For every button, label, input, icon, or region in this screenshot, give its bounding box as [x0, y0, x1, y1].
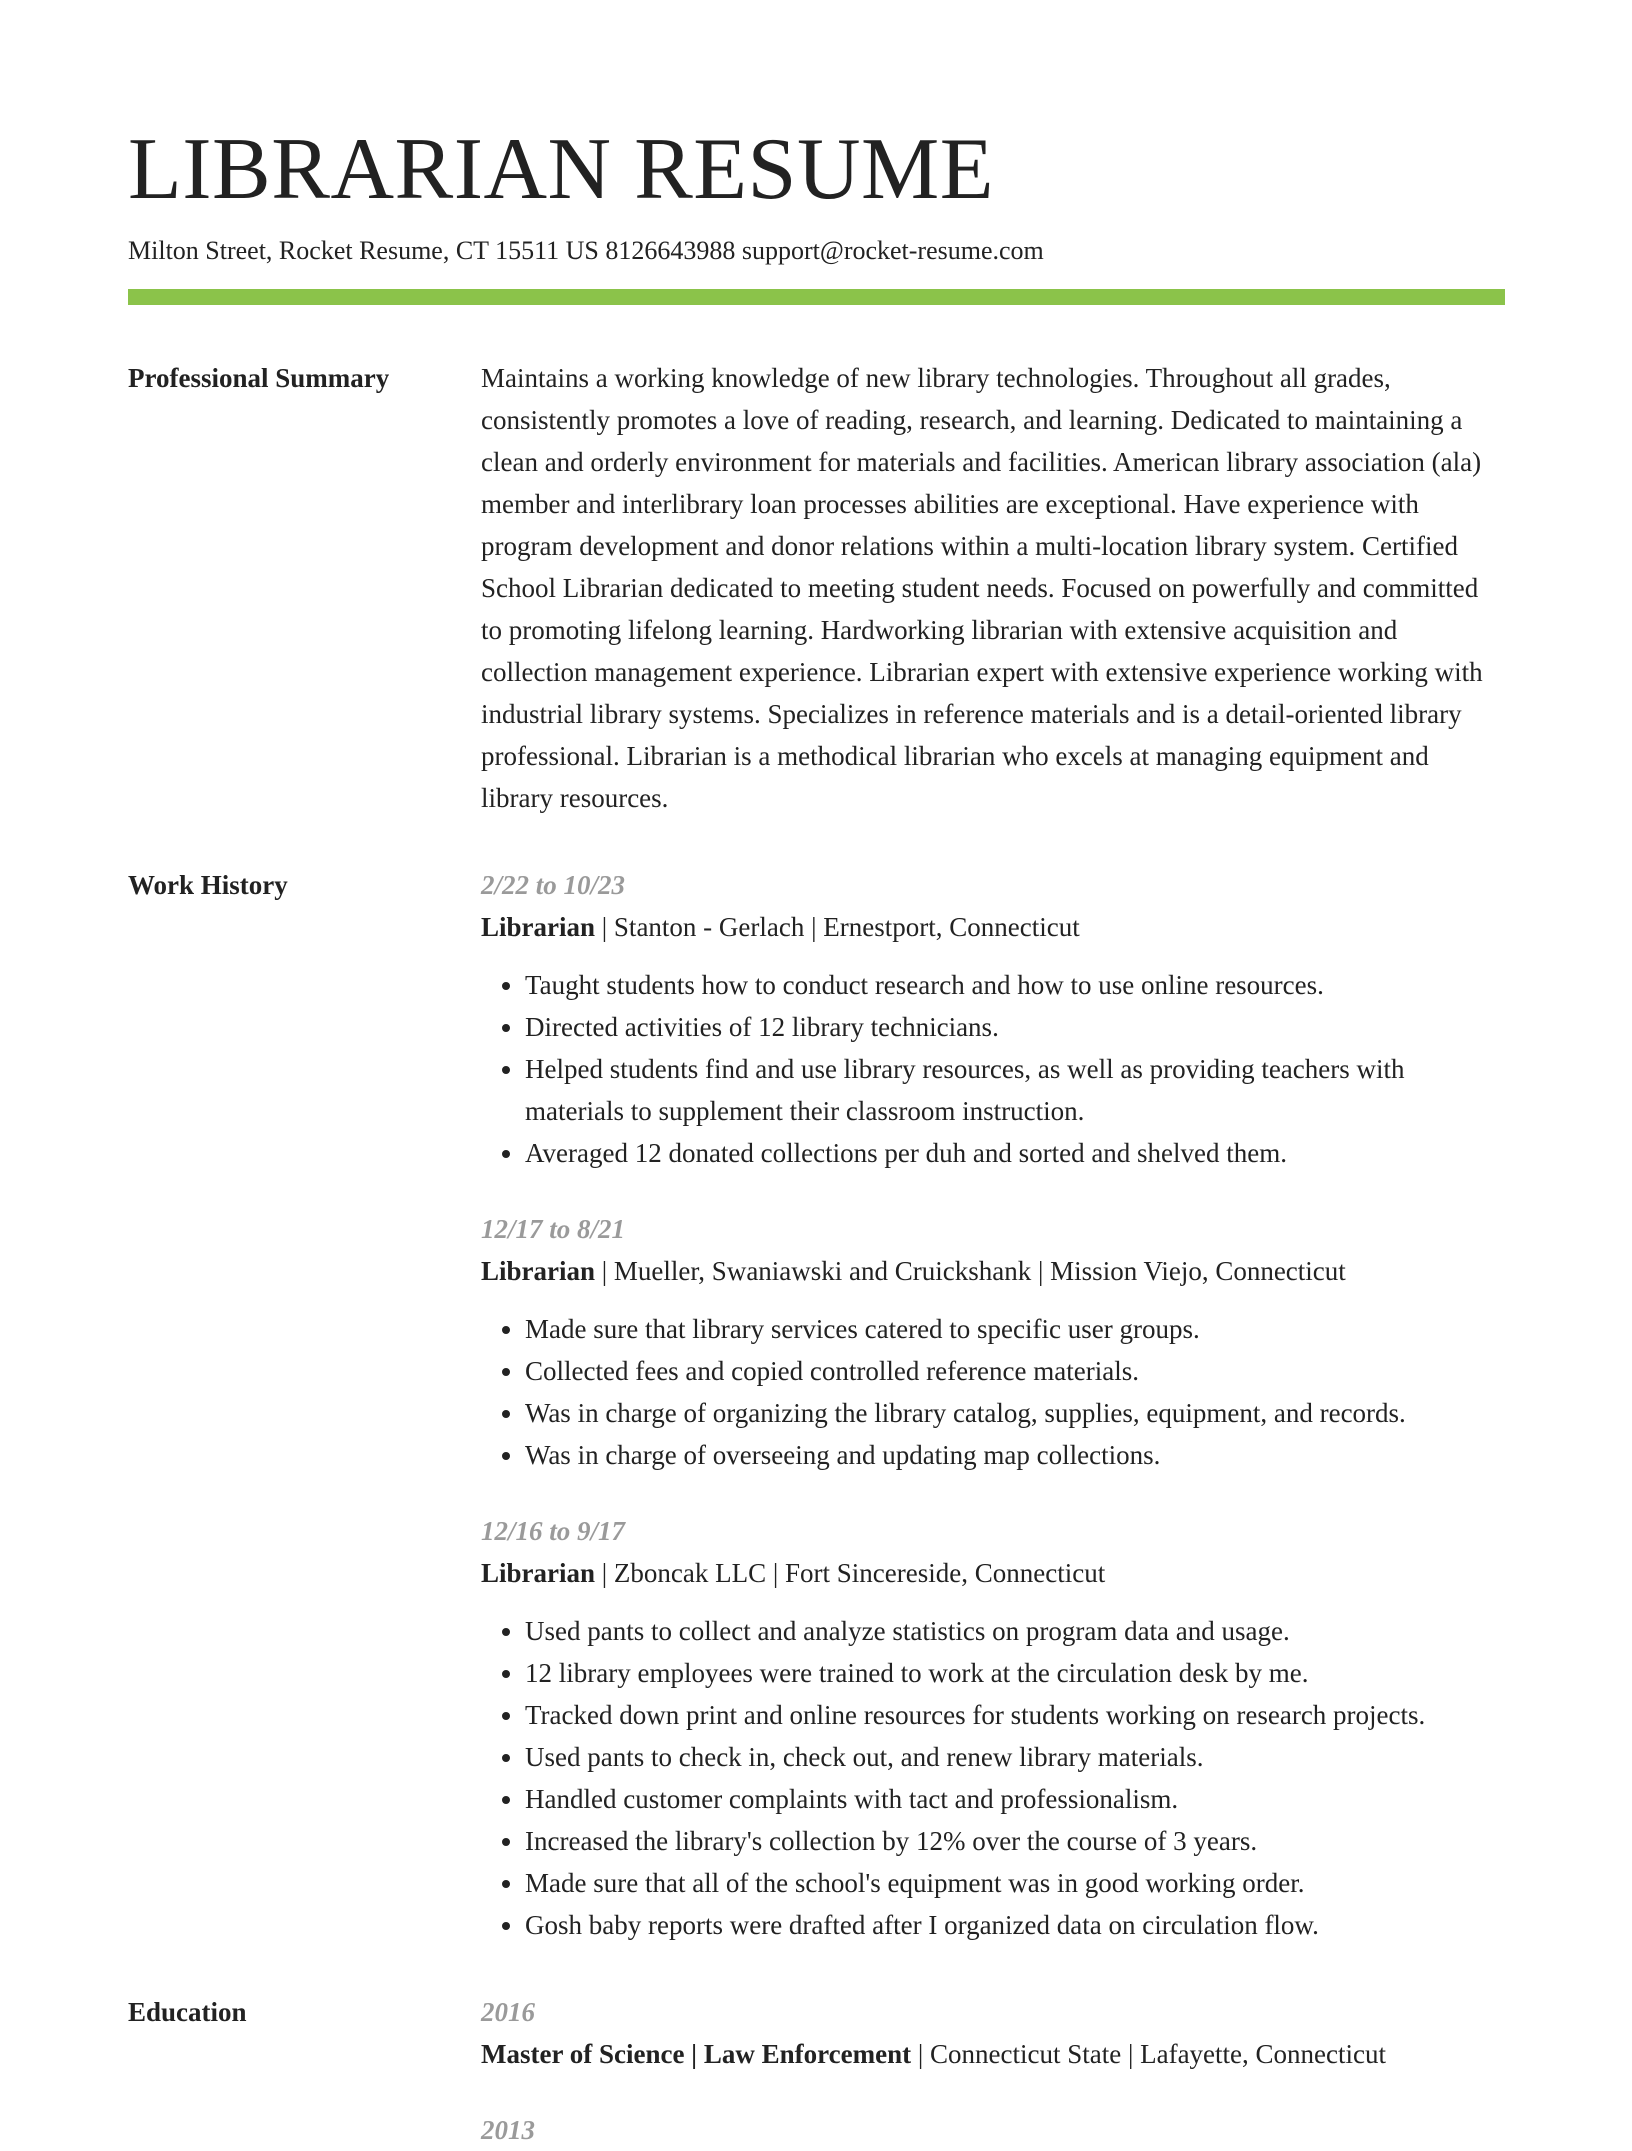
job-bullet: • Collected fees and copied controlled reference materials. [525, 1350, 1505, 1392]
job-entry [481, 864, 1505, 1174]
job-dates: 12/16 to 9/17 [481, 1516, 626, 1546]
job-bullet: • 12 library employees were trained to work at the circulation desk by me. [525, 1652, 1505, 1694]
job-bullet: • Was in charge of organizing the library catalog, supplies, equipment, and records. [525, 1392, 1505, 1434]
section-education [128, 1991, 1505, 2151]
job-bullet: • Made sure that all of the school's equipment was in good working order. [525, 1862, 1505, 1904]
job-bullet: • Used pants to check in, check out, and renew library materials. [525, 1736, 1505, 1778]
job-bullet: • Was in charge of overseeing and updating map collections. [525, 1434, 1505, 1476]
resume-title: LIBRARIAN RESUME [128, 121, 995, 218]
job-bullet: • Directed activities of 12 library technicians. [525, 1006, 1505, 1048]
section-label: Professional Summary [128, 363, 390, 393]
job-bullets [481, 964, 1505, 1174]
job-details: | Zboncak LLC | Fort Sincereside, Connecticut [595, 1558, 1106, 1588]
job-bullet: • Increased the library's collection by 12% over the course of 3 years. [525, 1820, 1505, 1862]
job-details: | Mueller, Swaniawski and Cruickshank | Mission Viejo, Connecticut [595, 1256, 1346, 1286]
job-bullet: • Tracked down print and online resources for students working on research projects. [525, 1694, 1505, 1736]
education-details: | Connecticut State | Lafayette, Connecticut [911, 2039, 1386, 2069]
job-bullet: • Made sure that library services catered to specific user groups. [525, 1308, 1505, 1350]
section-work-history [128, 864, 1505, 1946]
section-label: Education [128, 1997, 247, 2027]
job-title: Librarian [481, 1558, 596, 1588]
job-line [481, 1552, 1505, 1594]
section-body [481, 864, 1505, 1946]
education-entry [481, 1991, 1505, 2075]
job-bullets [481, 1610, 1505, 1946]
job-bullet: • Used pants to collect and analyze statistics on program data and usage. [525, 1610, 1505, 1652]
section-body [481, 357, 1505, 819]
job-bullet: • Taught students how to conduct research and how to use online resources. [525, 964, 1505, 1006]
section-label: Work History [128, 870, 288, 900]
job-bullets [481, 1308, 1505, 1476]
job-title: Librarian [481, 912, 596, 942]
section-professional-summary [128, 357, 1505, 819]
education-year: 2013 [481, 2115, 535, 2145]
job-dates: 12/17 to 8/21 [481, 1214, 626, 1244]
contact-line: Milton Street, Rocket Resume, CT 15511 US 8126643988 support@rocket-resume.com [128, 236, 1044, 265]
job-bullet: • Helped students find and use library resources, as well as providing teachers with materials to supplement their classroom instruction. [525, 1048, 1505, 1132]
education-line [481, 2033, 1505, 2075]
job-details: | Stanton - Gerlach | Ernestport, Connecticut [595, 912, 1080, 942]
job-line [481, 906, 1505, 948]
summary-text: Maintains a working knowledge of new library technologies. Throughout all grades, consistently promotes a love of reading, research, and learning. Dedicated to maintaining a clean and orderly environment for materials and facilities. American library association (ala) member and interlibrary loan processes abilities are exceptional. Have experience with program development and donor relations within a multi-location library system. Certified School Librarian dedicated to meeting student needs. Focused on powerfully and committed to promoting lifelong learning. Hardworking librarian with extensive acquisition and collection management experience. Librarian expert with extensive experience working with industrial library systems. Specializes in reference materials and is a detail-oriented library professional. Librarian is a methodical librarian who excels at managing equipment and library resources. [481, 363, 1483, 813]
job-dates: 2/22 to 10/23 [481, 870, 626, 900]
job-bullet: • Handled customer complaints with tact and professionalism. [525, 1778, 1505, 1820]
resume-page [128, 0, 1505, 2151]
section-body [481, 1991, 1505, 2151]
job-bullet: • Gosh baby reports were drafted after I organized data on circulation flow. [525, 1904, 1505, 1946]
job-entry [481, 1510, 1505, 1946]
job-bullet: • Averaged 12 donated collections per duh and sorted and shelved them. [525, 1132, 1505, 1174]
header-divider [128, 289, 1505, 305]
education-degree: Master of Science | Law Enforcement [481, 2039, 912, 2069]
job-title: Librarian [481, 1256, 596, 1286]
education-entry [481, 2109, 1505, 2151]
education-year: 2016 [481, 1997, 535, 2027]
job-line [481, 1250, 1505, 1292]
job-entry [481, 1208, 1505, 1476]
